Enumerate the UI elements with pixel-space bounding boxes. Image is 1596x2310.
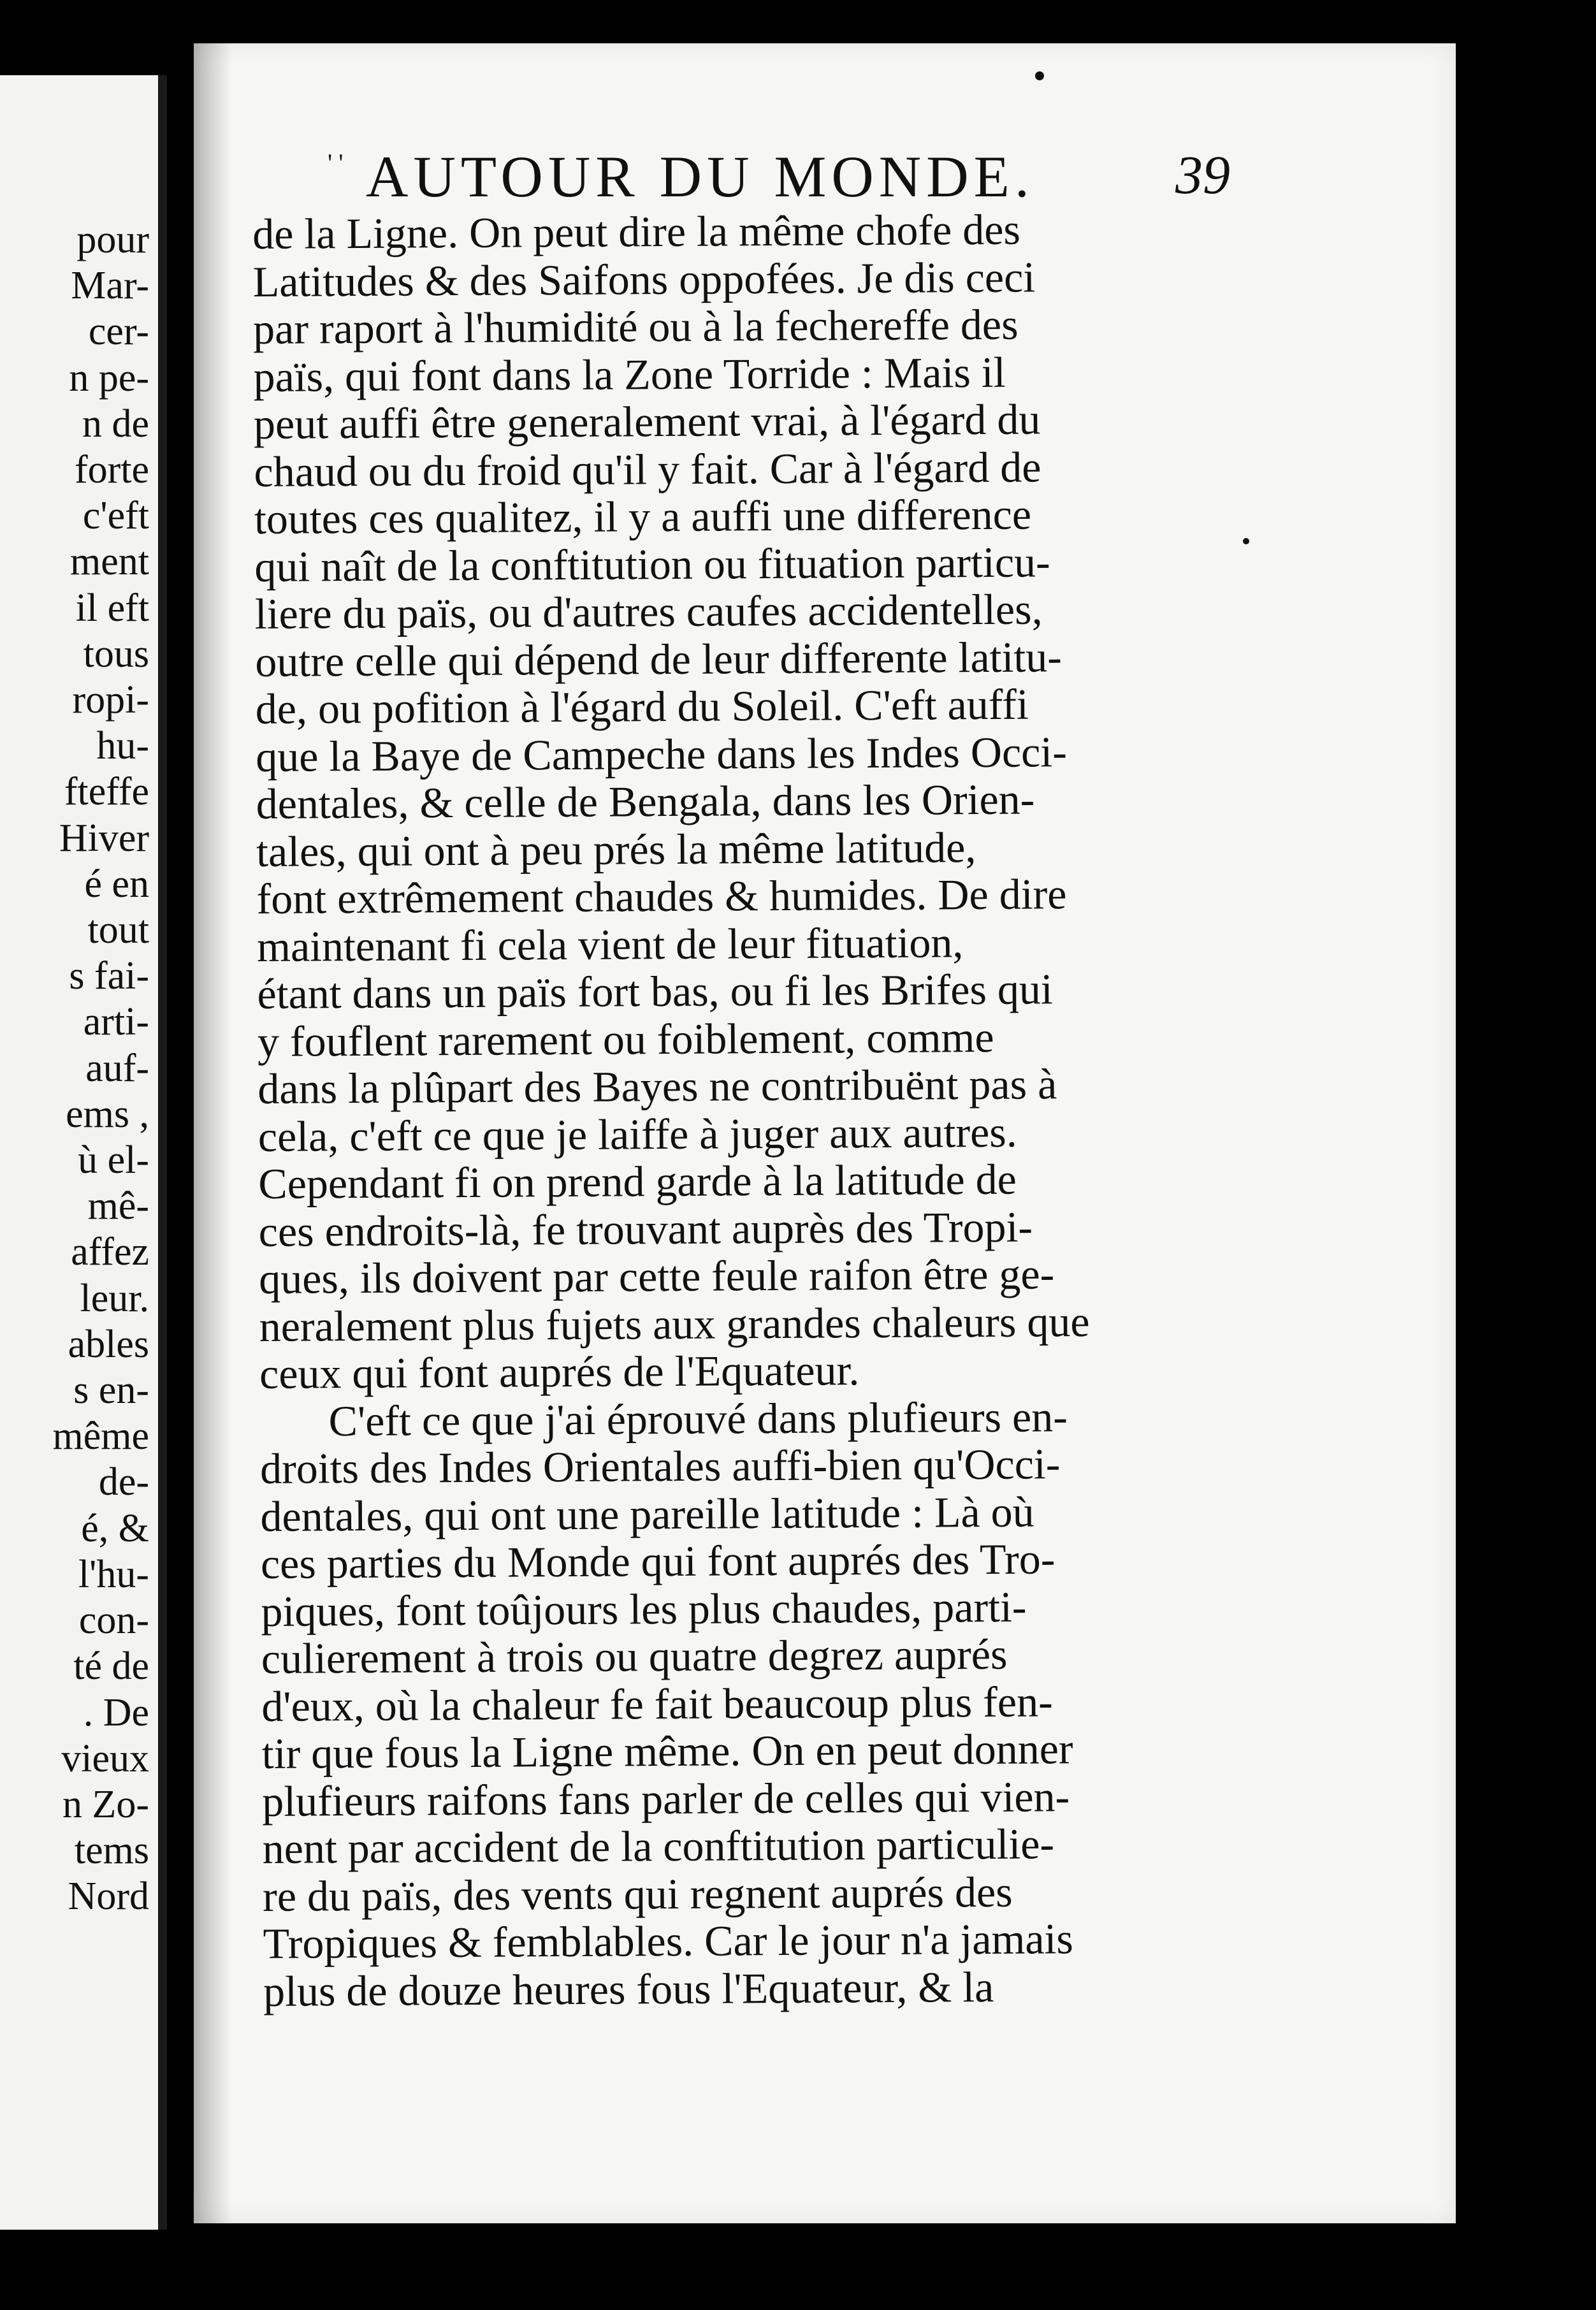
text-line: C'eft ce que j'ai éprouvé dans plufieurs en-: [328, 1391, 1068, 1445]
previous-page-fragment: tems: [74, 1829, 149, 1873]
previous-page-fragment: Mar-: [71, 264, 149, 308]
previous-page-fragment: . De: [83, 1690, 149, 1734]
text-line: y fouflent rarement ou foiblement, comme: [257, 1012, 994, 1066]
text-line: liere du païs, ou d'autres caufes accidentelles,: [254, 585, 1043, 638]
text-line: font extrêmement chaudes & humides. De dire: [256, 869, 1067, 923]
head-ornament: ' ': [328, 149, 344, 177]
book-page: [194, 43, 1456, 2223]
previous-page-fragment: hu-: [96, 724, 149, 768]
text-line: outre celle qui dépend de leur differente latitu-: [255, 632, 1063, 686]
previous-page-fragment: n de: [82, 402, 149, 446]
text-line: piques, font toûjours les plus chaudes, parti-: [261, 1582, 1027, 1636]
previous-page-fragment: Hiver: [59, 816, 149, 860]
text-line: tir que fous la Ligne même. On en peut donner: [261, 1724, 1073, 1778]
previous-page-fragment: é en: [84, 862, 149, 906]
previous-page-fragment: ù el-: [78, 1138, 149, 1182]
previous-page-fragment: leur.: [80, 1276, 149, 1320]
text-line: ces parties du Monde qui font auprés des Tro-: [260, 1534, 1056, 1588]
text-line: nent par accident de la conftitution particulie-: [262, 1819, 1055, 1873]
text-line: Cependant fi on prend garde à la latitude de: [258, 1154, 1017, 1208]
text-line: culierement à trois ou quatre degrez auprés: [261, 1629, 1008, 1683]
previous-page-fragment: s fai-: [69, 954, 149, 998]
gutter-shadow: [194, 43, 232, 2223]
paragraph-2: [259, 1390, 1456, 2015]
text-line: étant dans un païs fort bas, ou fi les Brifes qui: [257, 964, 1054, 1018]
previous-page-fragment: c'eft: [82, 494, 149, 538]
text-line: Tropiques & femblables. Car le jour n'a jamais: [263, 1914, 1074, 1968]
previous-page-fragment: fteffe: [64, 770, 149, 814]
previous-page-fragment: il eft: [75, 586, 149, 630]
text-line: maintenant fi cela vient de leur fituation,: [256, 917, 964, 971]
running-head-title: AUTOUR DU MONDE.: [366, 144, 1034, 209]
previous-page-fragment: pour: [76, 218, 149, 261]
previous-page-fragment: tous: [83, 632, 149, 676]
text-line: dentales, qui ont une pareille latitude : Là où: [260, 1487, 1034, 1541]
previous-page-fragment: té de: [73, 1645, 149, 1689]
previous-page-fragment: ables: [68, 1322, 149, 1366]
previous-page-fragment: affez: [71, 1230, 149, 1274]
previous-page-fragment: ropi-: [72, 678, 149, 722]
previous-page-fragment: n Zo-: [62, 1782, 149, 1826]
text-line: de, ou pofition à l'égard du Soleil. C'eft auffi: [255, 679, 1029, 733]
paragraph-1: [252, 203, 1456, 1397]
text-line: droits des Indes Orientales auffi-bien qu'Occi-: [259, 1439, 1061, 1493]
text-line: païs, qui font dans la Zone Torride : Mais il: [253, 347, 1006, 401]
ink-speck: [1035, 71, 1044, 80]
previous-page-fragment: ment: [70, 540, 149, 584]
text-line: tales, qui ont à peu prés la même latitude,: [256, 822, 976, 876]
previous-page-fragment: ems ,: [66, 1092, 149, 1136]
previous-page-fragment: forte: [74, 448, 149, 492]
previous-page-fragment: mê-: [87, 1184, 149, 1228]
text-line: Latitudes & des Saifons oppofées. Je dis ceci: [252, 252, 1036, 306]
text-line: de la Ligne. On peut dire la même chofe des: [252, 205, 1021, 258]
previous-page-fragment: cer-: [88, 310, 149, 354]
previous-page-fragment: même: [52, 1414, 149, 1458]
text-line: plufieurs raifons fans parler de celles qui vien-: [262, 1771, 1070, 1826]
previous-page-fragment: auf-: [85, 1046, 149, 1090]
text-line: neralement plus fujets aux grandes chaleurs que: [259, 1297, 1090, 1351]
text-line: que la Baye de Campeche dans les Indes Occi-: [255, 727, 1068, 781]
previous-page-fragment: arti-: [83, 1000, 149, 1044]
text-line: dans la plûpart des Bayes ne contribuënt pas à: [258, 1059, 1057, 1113]
text-line: ques, ils doivent par cette feule raifon être ge-: [259, 1249, 1055, 1303]
text-line: qui naît de la conftitution ou fituation particu-: [254, 537, 1050, 591]
previous-page-fragment: vieux: [61, 1736, 149, 1780]
text-line: d'eux, où la chaleur fe fait beaucoup plus fen-: [261, 1676, 1053, 1731]
text-line: peut auffi être generalement vrai, à l'égard du: [253, 395, 1041, 448]
text-line: ces endroits-là, fe trouvant auprès des Tropi-: [258, 1202, 1033, 1256]
previous-page-fragment: de-: [98, 1460, 149, 1504]
previous-page-fragment: l'hu-: [78, 1552, 149, 1596]
text-line: plus de douze heures fous l'Equateur, & la: [263, 1962, 994, 2016]
page-number: 39: [1175, 144, 1230, 205]
text-line: toutes ces qualitez, il y a auffi une difference: [254, 490, 1032, 543]
previous-page-line-fragments: [53, 217, 150, 1920]
text-line: chaud ou du froid qu'il y fait. Car à l'égard de: [254, 442, 1041, 496]
text-line: par raport à l'humidité ou à la fechereffe des: [252, 300, 1019, 353]
previous-page-fragment: s en-: [73, 1369, 149, 1413]
previous-page-fragment: n pe-: [69, 356, 149, 400]
text-line: re du païs, des vents qui regnent auprés des: [262, 1867, 1013, 1921]
body-text: [252, 203, 1456, 2014]
text-line: dentales, & celle de Bengala, dans les Orien-: [256, 774, 1035, 828]
previous-page-fragment: Nord: [68, 1875, 149, 1919]
previous-page-fragment: con-: [78, 1599, 149, 1643]
text-line: ceux qui font auprés de l'Equateur.: [259, 1346, 860, 1398]
previous-page-fragment: tout: [87, 908, 149, 952]
text-line: cela, c'eft ce que je laiffe à juger aux autres.: [258, 1107, 1017, 1161]
previous-page-edge: [0, 75, 167, 2230]
previous-page-fragment: é, &: [81, 1506, 149, 1550]
